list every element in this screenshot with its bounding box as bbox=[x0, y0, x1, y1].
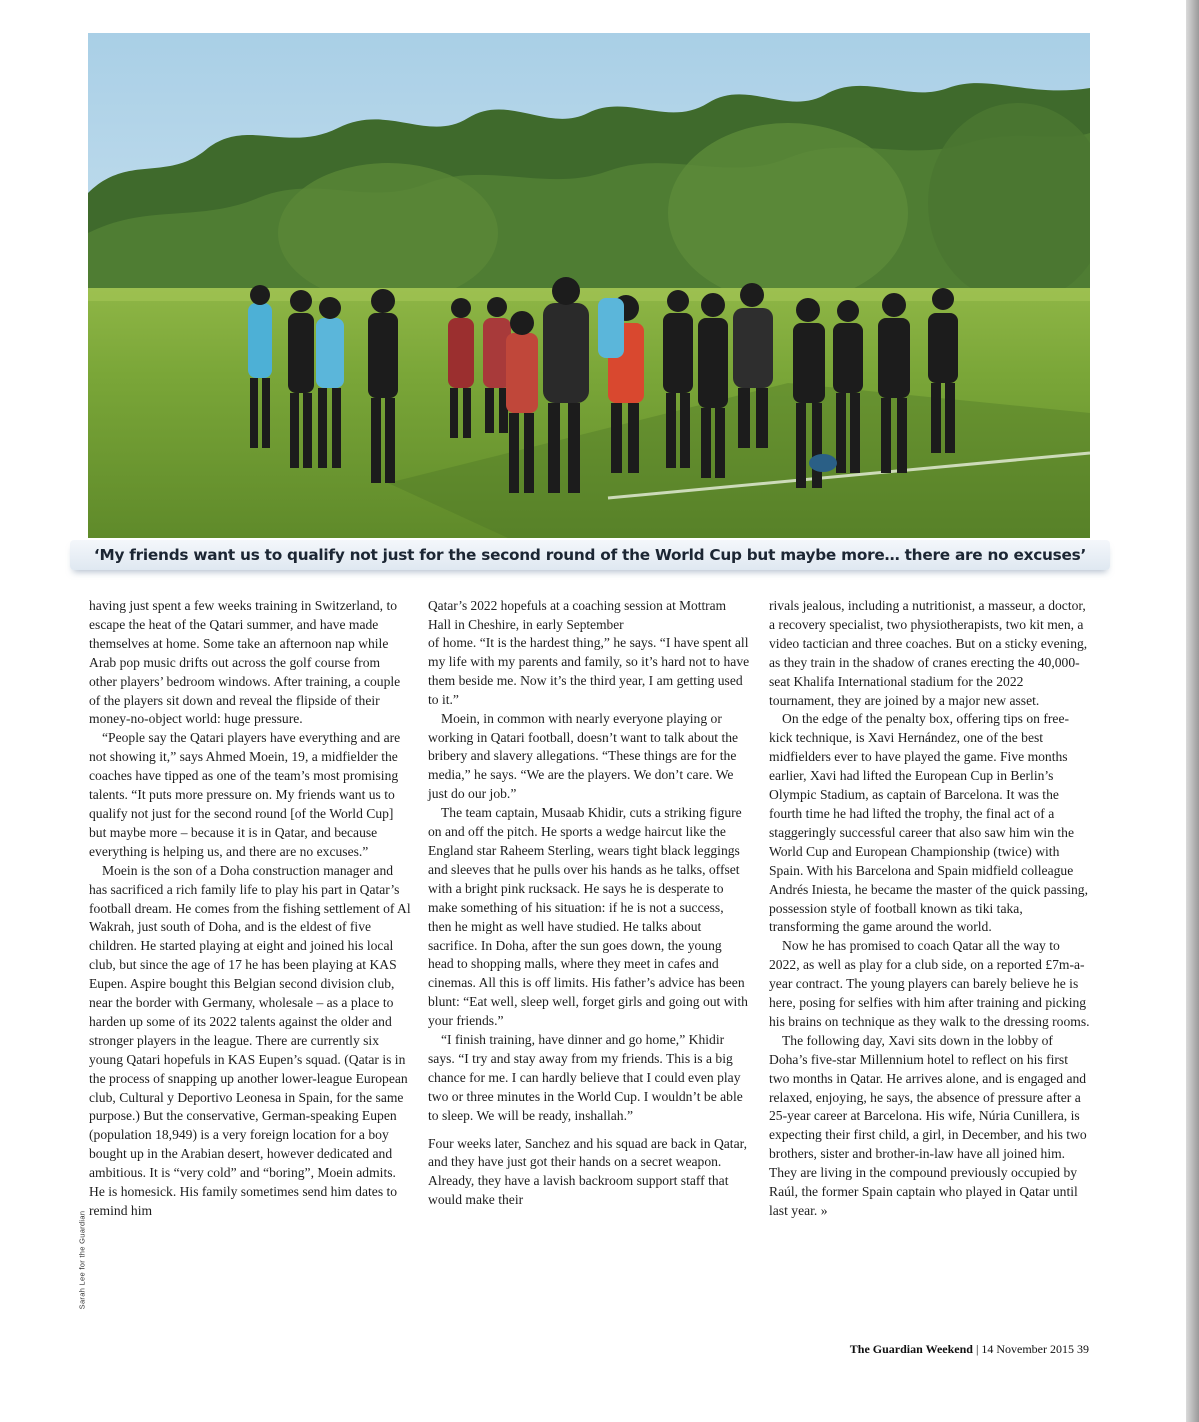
publication-name: The Guardian Weekend bbox=[849, 1342, 973, 1356]
paragraph: Moein, in common with nearly everyone playing or working in Qatari football, doesn’t want to talk about the bribery and slavery allegations. “These things are for the media,” he says. “We are the players. We don’t care. We just do our job.” bbox=[428, 710, 739, 802]
article-column-3 bbox=[769, 597, 1091, 1221]
page-footer bbox=[850, 1342, 1089, 1357]
photo-caption: Qatar’s 2022 hopefuls at a coaching session at Mottram Hall in Cheshire, in early September bbox=[428, 598, 726, 632]
paragraph: The team captain, Musaab Khidir, cuts a striking figure on and off the pitch. He sports a wedge haircut like the England star Raheem Sterling, wears tight black leggings and sleeves that he pulls over his hands as he talks, offset with a bright pink rucksack. He says he is desperate to make something of his situation: if he is not a success, then he might as well have studied. He talks about sacrifice. In Doha, after the sun goes down, the young head to shopping malls, where they meet in cafes and cinemas. All this is off limits. His father’s advice has been blunt: “Eat well, sleep well, forget girls and going out with your friends.” bbox=[428, 805, 748, 1029]
page-edge bbox=[1186, 0, 1199, 1422]
photo-credit bbox=[76, 1210, 88, 1310]
article-column-1 bbox=[89, 597, 411, 1221]
team-photo bbox=[88, 33, 1090, 538]
page-number: 39 bbox=[1077, 1342, 1089, 1356]
paragraph: rivals jealous, including a nutritionist, a masseur, a doctor, a recovery specialist, two physiotherapists, two kit men, a video tactician and three coaches. But on a sticky evening, as they train in the shadow of cranes erecting the 40,000-seat Khalifa International stadium for the 2022 tournament, they are joined by a major new asset. bbox=[769, 598, 1088, 708]
paragraph: “I finish training, have dinner and go home,” Khidir says. “I try and stay away from my friends. This is a big chance for me. I can hardly believe that I could even play two or three minutes in the World Cup. I wouldn’t be able to sleep. We will be ready, inshallah.” bbox=[428, 1032, 743, 1123]
issue-date: 14 November 2015 bbox=[981, 1342, 1074, 1356]
paragraph: On the edge of the penalty box, offering tips on free-kick technique, is Xavi Hernández, one of the best midfielders ever to have played the game. Five months earlier, Xavi had lifted the European Cup in Berlin’s Olympic Stadium, as captain of Barcelona. It was the fourth time he had lifted the trophy, the final act of a staggeringly successful career that also saw him win the World Cup and European Championship (twice) with Spain. With his Barcelona and Spain midfield colleague Andrés Iniesta, he became the master of the quick passing, possession style of football known as tiki taka, transforming the game around the world. bbox=[769, 711, 1088, 935]
paragraph: “People say the Qatari players have everything and are not showing it,” says Ahmed Moein, 19, a midfielder the coaches have tipped as one of the team’s most promising talents. “It puts more pressure on. My friends want us to qualify not just for the second round [of the World Cup] but maybe more – because it is in Qatar, and because everything is helping us, and there are no excuses.” bbox=[89, 730, 401, 859]
pull-quote-text: ‘My friends want us to qualify not just for the second round of the World Cup but maybe more… there are no excuses’ bbox=[93, 546, 1087, 564]
footer-separator: | bbox=[972, 1342, 982, 1356]
paragraph: Moein is the son of a Doha construction manager and has sacrificed a rich family life to play his part in Qatar’s football dream. He comes from the fishing settlement of Al Wakrah, just south of Doha, and is the eldest of five children. He started playing at eight and joined his local club, but since the age of 17 he has been playing at KAS Eupen. Aspire bought this Belgian second division club, near the border with Germany, wholesale – as a place to harden up some of its 2022 talents against the older and stronger players in the league. There are currently six young Qatari hopefuls in KAS Eupen’s squad. (Qatar is in the process of snapping up another lower-league European club, Cultural y Deportivo Leonesa in Spain, for the same purpose.) But the conservative, German-speaking Eupen (population 18,949) is a very foreign location for a boy bought up in the Arabian desert, however dedicated and ambitious. It is “very cold” and “boring”, Moein admits. He is homesick. His family sometimes send him dates to remind him bbox=[89, 862, 411, 1218]
photo-credit-text: Sarah Lee for the Guardian bbox=[77, 1210, 87, 1310]
pull-quote bbox=[70, 540, 1110, 570]
paragraph: having just spent a few weeks training in Switzerland, to escape the heat of the Qatari summer, and have made themselves at home. Some take an afternoon nap while Arab pop music drifts out across the golf course from other players’ bedroom windows. After training, a couple of the players sit down and reveal the flipside of their money-no-object world: huge pressure. bbox=[89, 598, 401, 727]
paragraph: Four weeks later, Sanchez and his squad are back in Qatar, and they have just got their hands on a secret weapon. Already, they have a lavish backroom support staff that would make their bbox=[428, 1135, 748, 1208]
paragraph: Now he has promised to coach Qatar all the way to 2022, as well as play for a club side, on a reported £7m-a-year contract. The young players can barely believe he is here, posing for selfies with him after training and picking his brains on technique as they walk to the dressing rooms. bbox=[769, 938, 1090, 1029]
article-column-2 bbox=[428, 597, 750, 1210]
paragraph: The following day, Xavi sits down in the lobby of Doha’s five-star Millennium hotel to reflect on his first two months in Qatar. He arrives alone, and is engaged and relaxed, enjoying, he says, the absence of pressure after a 25-year career at Barcelona. His wife, Núria Cunillera, is expecting their first child, a girl, in December, and his two brothers, sister and brother-in-law have all joined him. They are living in the compound previously occupied by Raúl, the former Spain captain who played in Qatar until last year. » bbox=[769, 1032, 1087, 1218]
paragraph: of home. “It is the hardest thing,” he says. “I have spent all my life with my parents and family, so it’s hard not to have them beside me. Now it’s the third year, I am getting used to it.” bbox=[428, 635, 750, 707]
